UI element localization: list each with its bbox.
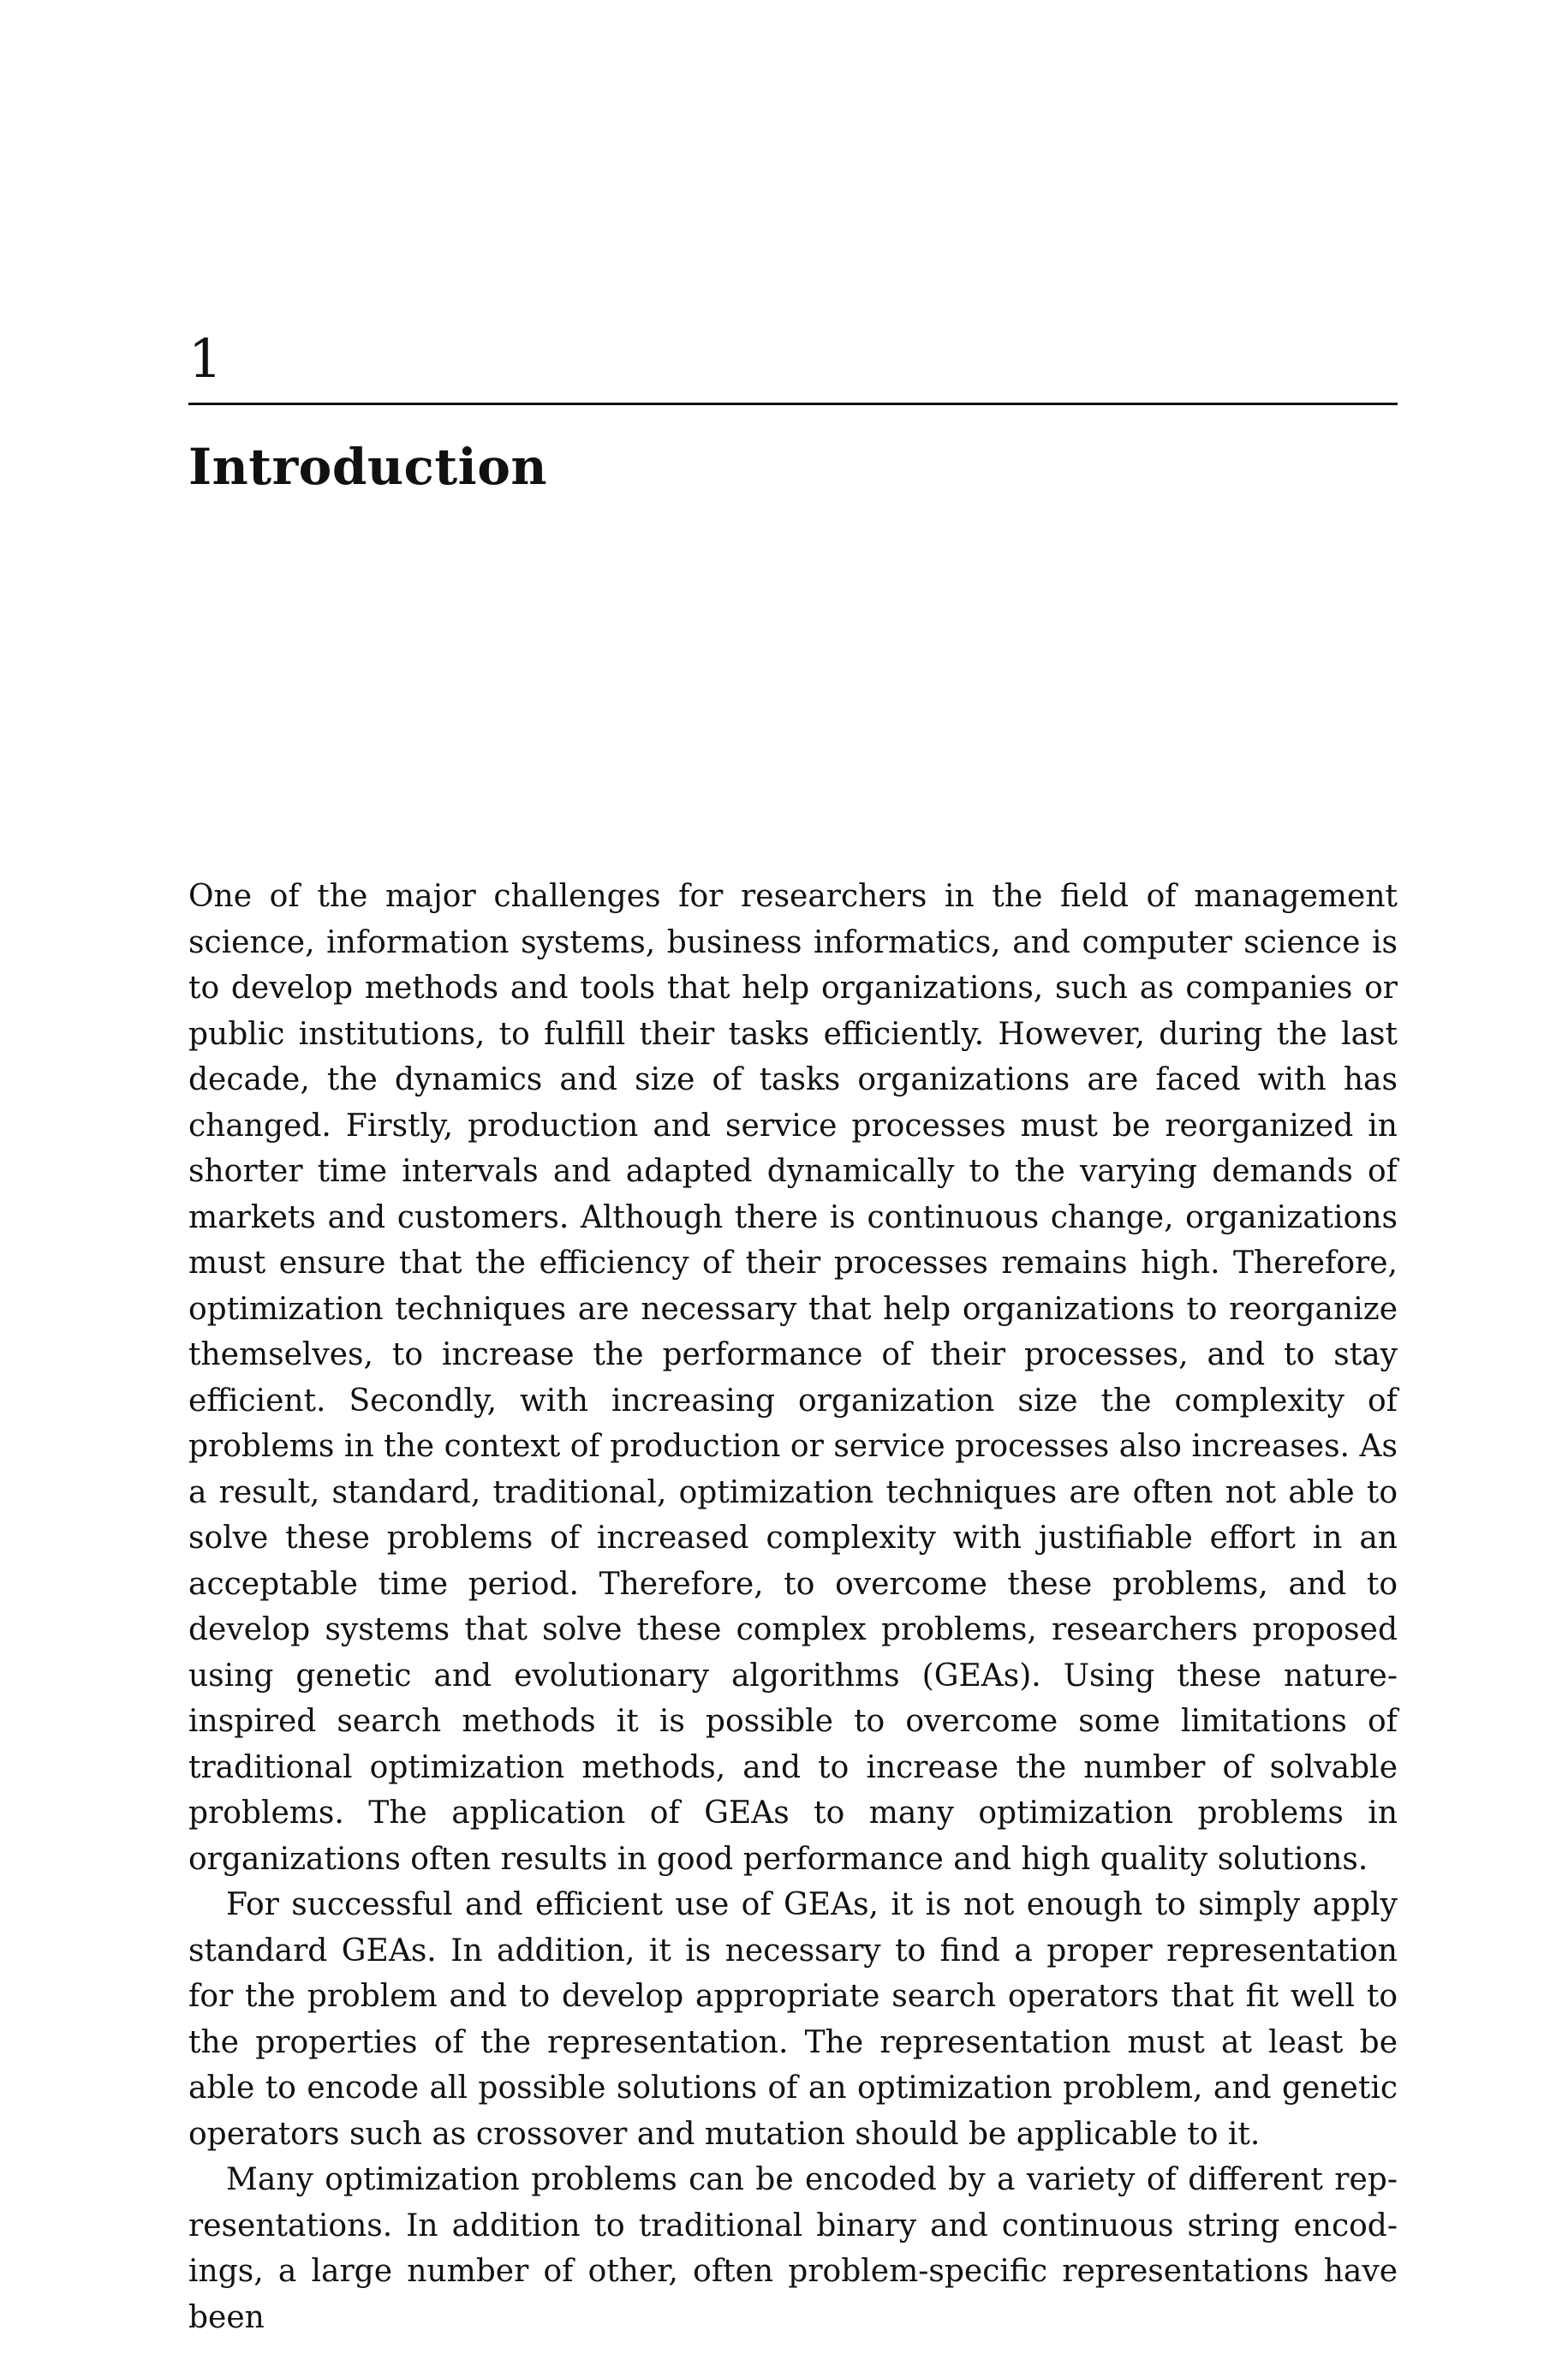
paragraph-3: Many optimization problems can be encoded by a variety of different representations. In addition to traditional binary and continuous string encodings, a large number of other, often problem-specific representations have been bbox=[188, 2162, 1398, 2335]
chapter-title: Introduction bbox=[188, 438, 548, 496]
paragraph-2: For successful and efficient use of GEAs, it is not enough to simply apply standard GEAs. In addition, it is necessary to find a proper representation for the problem and to develop appropriate search operators that fit well to the properties of the representation. The representation must at least be able to encode all possible solutions of an optimization problem, and genetic operators such as crossover and mutation should be applicable to it. bbox=[188, 1887, 1398, 2152]
paragraph-1: One of the major challenges for researchers in the field of management science, information systems, business informatics, and computer science is to develop methods and tools that help organizations, such as companies or public institutions, to fulfill their tasks efficiently. However, during the last decade, the dynamics and size of tasks organizations are faced with has changed. Firstly, production and service processes must be reorganized in shorter time intervals and adapted dynamically to the varying demands of markets and customers. Although there is continuous change, organizations must ensure that the efficiency of their processes remains high. Therefore, optimization techniques are necessary that help organizations to reorganize themselves, to increase the performance of their processes, and to stay efficient. Secondly, with increasing organization size the complexity of problems in the context of production or service processes also increases. As a result, standard, traditional, optimization techniques are often not able to solve these problems of increased complexity with justifiable effort in an acceptable time period. Therefore, to overcome these problems, and to develop systems that solve these complex problems, researchers proposed using genetic and evolutionary algorithms (GEAs). Using these nature-inspired search methods it is possible to overcome some limitations of traditional optimization methods, and to increase the number of solvable problems. The application of GEAs to many optimization problems in organizations often results in good performance and high quality solutions. bbox=[188, 879, 1398, 1877]
chapter-body bbox=[188, 874, 1398, 2340]
chapter-number: 1 bbox=[188, 327, 223, 390]
chapter-rule bbox=[188, 403, 1398, 405]
